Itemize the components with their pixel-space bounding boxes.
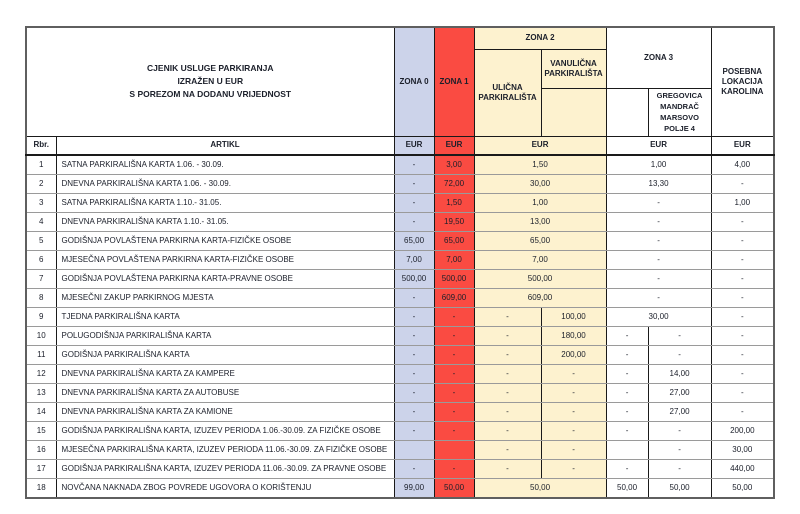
- cell-zona1: 50,00: [434, 479, 474, 499]
- cell-zona2-ulicna: -: [474, 308, 541, 327]
- header-eur-posebna: EUR: [711, 136, 774, 155]
- table-row: [26, 422, 774, 441]
- cell-zona0: -: [394, 403, 434, 422]
- header-vanulicna-parkiralista: VANULIČNA PARKIRALIŠTA: [541, 49, 606, 88]
- parking-price-table: [25, 26, 775, 499]
- cell-rbr: 13: [26, 384, 56, 403]
- cell-zona3-left: [606, 441, 648, 460]
- cell-zona2-vanulicna: -: [541, 403, 606, 422]
- cell-zona1: -: [434, 346, 474, 365]
- cell-posebna-lokacija: 4,00: [711, 155, 774, 175]
- cell-posebna-lokacija: 440,00: [711, 460, 774, 479]
- cell-zona1: 65,00: [434, 232, 474, 251]
- cell-posebna-lokacija: -: [711, 384, 774, 403]
- table-title: [26, 27, 394, 136]
- cell-zona0: -: [394, 155, 434, 175]
- cell-zona3-left: -: [606, 346, 648, 365]
- cell-zona0: -: [394, 175, 434, 194]
- cell-zona1: -: [434, 308, 474, 327]
- cell-posebna-lokacija: -: [711, 270, 774, 289]
- cell-artikl: GODIŠNJA POVLAŠTENA PARKIRNA KARTA-PRAVNE OSOBE: [56, 270, 394, 289]
- cell-zona1: 609,00: [434, 289, 474, 308]
- cell-zona2-vanulicna: 180,00: [541, 327, 606, 346]
- cell-rbr: 18: [26, 479, 56, 499]
- cell-posebna-lokacija: -: [711, 232, 774, 251]
- cell-zona3-merged: -: [606, 289, 711, 308]
- cell-zona2-ulicna: -: [474, 327, 541, 346]
- cell-posebna-lokacija: 200,00: [711, 422, 774, 441]
- header-zona2: ZONA 2: [474, 27, 606, 49]
- cell-zona2-merged: 7,00: [474, 251, 606, 270]
- cell-artikl: MJESEČNI ZAKUP PARKIRNOG MJESTA: [56, 289, 394, 308]
- cell-zona3-merged: 30,00: [606, 308, 711, 327]
- table-row: [26, 441, 774, 460]
- cell-artikl: GODIŠNJA PARKIRALIŠNA KARTA: [56, 346, 394, 365]
- cell-zona1: -: [434, 422, 474, 441]
- header-posebna-lokacija: POSEBNA LOKACIJA KAROLINA: [711, 27, 774, 136]
- cell-zona2-vanulicna: 200,00: [541, 346, 606, 365]
- cell-posebna-lokacija: 1,00: [711, 194, 774, 213]
- cell-rbr: 8: [26, 289, 56, 308]
- cell-zona0: 500,00: [394, 270, 434, 289]
- cell-zona2-merged: 30,00: [474, 175, 606, 194]
- header-eur-zona2: EUR: [474, 136, 606, 155]
- cell-zona0: 99,00: [394, 479, 434, 499]
- cell-artikl: MJESEČNA POVLAŠTENA PARKIRNA KARTA-FIZIČKE OSOBE: [56, 251, 394, 270]
- cell-zona2-ulicna: -: [474, 365, 541, 384]
- table-row: [26, 251, 774, 270]
- cell-zona1: -: [434, 403, 474, 422]
- cell-zona3-left: -: [606, 403, 648, 422]
- cell-posebna-lokacija: -: [711, 175, 774, 194]
- cell-zona2-ulicna: -: [474, 403, 541, 422]
- cell-posebna-lokacija: -: [711, 346, 774, 365]
- cell-artikl: NOVČANA NAKNADA ZBOG POVREDE UGOVORA O KORIŠTENJU: [56, 479, 394, 499]
- header-eur-zona1: EUR: [434, 136, 474, 155]
- cell-zona1: -: [434, 327, 474, 346]
- cell-posebna-lokacija: 30,00: [711, 441, 774, 460]
- cell-zona0: -: [394, 327, 434, 346]
- cell-posebna-lokacija: 50,00: [711, 479, 774, 499]
- cell-zona0: -: [394, 308, 434, 327]
- cell-rbr: 5: [26, 232, 56, 251]
- cell-zona3-gregovica: -: [648, 346, 711, 365]
- header-zona0: ZONA 0: [394, 27, 434, 136]
- cell-zona2-ulicna: -: [474, 441, 541, 460]
- cell-rbr: 1: [26, 155, 56, 175]
- cell-zona1: 72,00: [434, 175, 474, 194]
- cell-artikl: DNEVNA PARKIRALIŠNA KARTA ZA AUTOBUSE: [56, 384, 394, 403]
- cell-zona0: -: [394, 422, 434, 441]
- cell-zona2-ulicna: -: [474, 460, 541, 479]
- cell-zona0: 65,00: [394, 232, 434, 251]
- cell-artikl: SATNA PARKIRALIŠNA KARTA 1.06. - 30.09.: [56, 155, 394, 175]
- table-row: [26, 270, 774, 289]
- cell-zona3-merged: -: [606, 232, 711, 251]
- cell-zona3-gregovica: -: [648, 441, 711, 460]
- header-gregovica-mandrac: GREGOVICA MANDRAČ MARSOVO POLJE 4: [648, 88, 711, 136]
- cell-rbr: 3: [26, 194, 56, 213]
- cell-posebna-lokacija: -: [711, 327, 774, 346]
- cell-rbr: 10: [26, 327, 56, 346]
- cell-zona3-merged: -: [606, 213, 711, 232]
- cell-artikl: MJESEČNA PARKIRALIŠNA KARTA, IZUZEV PERIODA 11.06.-30.09. ZA FIZIČKE OSOBE: [56, 441, 394, 460]
- header-artikl: ARTIKL: [56, 136, 394, 155]
- cell-zona2-vanulicna: -: [541, 441, 606, 460]
- cell-zona1: -: [434, 384, 474, 403]
- cell-zona0: -: [394, 384, 434, 403]
- cell-rbr: 2: [26, 175, 56, 194]
- table-row: [26, 175, 774, 194]
- cell-zona3-merged: 1,00: [606, 155, 711, 175]
- cell-zona3-gregovica: 27,00: [648, 384, 711, 403]
- table-body: [26, 155, 774, 498]
- table-header: [26, 27, 774, 155]
- header-zona3-empty-cell: [606, 88, 648, 136]
- cell-artikl: DNEVNA PARKIRALIŠNA KARTA 1.10.- 31.05.: [56, 213, 394, 232]
- cell-zona0: [394, 441, 434, 460]
- cell-posebna-lokacija: -: [711, 365, 774, 384]
- table-row: [26, 346, 774, 365]
- cell-zona1: 7,00: [434, 251, 474, 270]
- cell-zona2-merged: 500,00: [474, 270, 606, 289]
- cell-artikl: POLUGODIŠNJA PARKIRALIŠNA KARTA: [56, 327, 394, 346]
- cell-zona3-left: -: [606, 422, 648, 441]
- cell-zona1: -: [434, 460, 474, 479]
- cell-zona2-ulicna: -: [474, 384, 541, 403]
- header-zona2-empty-cell: [541, 88, 606, 136]
- cell-artikl: GODIŠNJA PARKIRALIŠNA KARTA, IZUZEV PERIODA 1.06.-30.09. ZA FIZIČKE OSOBE: [56, 422, 394, 441]
- cell-artikl: DNEVNA PARKIRALIŠNA KARTA 1.06. - 30.09.: [56, 175, 394, 194]
- table-row: [26, 384, 774, 403]
- cell-zona2-merged: 1,50: [474, 155, 606, 175]
- table-row: [26, 213, 774, 232]
- table-row: [26, 308, 774, 327]
- cell-posebna-lokacija: -: [711, 308, 774, 327]
- cell-rbr: 12: [26, 365, 56, 384]
- cell-zona0: -: [394, 213, 434, 232]
- cell-rbr: 15: [26, 422, 56, 441]
- cell-posebna-lokacija: -: [711, 251, 774, 270]
- cell-zona2-ulicna: -: [474, 422, 541, 441]
- cell-zona0: -: [394, 289, 434, 308]
- cell-zona1: 1,50: [434, 194, 474, 213]
- cell-rbr: 11: [26, 346, 56, 365]
- cell-zona3-gregovica: 50,00: [648, 479, 711, 499]
- cell-zona2-merged: 13,00: [474, 213, 606, 232]
- cell-zona1: 3,00: [434, 155, 474, 175]
- cell-rbr: 4: [26, 213, 56, 232]
- table-row: [26, 155, 774, 175]
- cell-zona2-vanulicna: -: [541, 365, 606, 384]
- title-line2: IZRAŽEN U EUR: [177, 76, 244, 87]
- cell-zona3-left: -: [606, 460, 648, 479]
- cell-zona3-left: 50,00: [606, 479, 648, 499]
- cell-artikl: DNEVNA PARKIRALIŠNA KARTA ZA KAMIONE: [56, 403, 394, 422]
- cell-zona2-vanulicna: -: [541, 384, 606, 403]
- cell-zona3-merged: -: [606, 194, 711, 213]
- header-zona3: ZONA 3: [606, 27, 711, 88]
- header-rbr: Rbr.: [26, 136, 56, 155]
- cell-artikl: TJEDNA PARKIRALIŠNA KARTA: [56, 308, 394, 327]
- cell-zona2-vanulicna: 100,00: [541, 308, 606, 327]
- cell-zona0: -: [394, 460, 434, 479]
- cell-zona0: -: [394, 365, 434, 384]
- cell-artikl: SATNA PARKIRALIŠNA KARTA 1.10.- 31.05.: [56, 194, 394, 213]
- cell-rbr: 14: [26, 403, 56, 422]
- cell-zona3-gregovica: -: [648, 327, 711, 346]
- title-line1: CJENIK USLUGE PARKIRANJA: [147, 63, 274, 74]
- cell-zona2-merged: 50,00: [474, 479, 606, 499]
- cell-zona3-merged: 13,30: [606, 175, 711, 194]
- cell-zona1: 19,50: [434, 213, 474, 232]
- title-line3: S POREZOM NA DODANU VRIJEDNOST: [129, 89, 292, 100]
- table-row: [26, 479, 774, 499]
- cell-zona3-gregovica: 14,00: [648, 365, 711, 384]
- header-zona1: ZONA 1: [434, 27, 474, 136]
- cell-zona3-merged: -: [606, 251, 711, 270]
- cell-zona3-gregovica: -: [648, 460, 711, 479]
- cell-zona2-ulicna: -: [474, 346, 541, 365]
- cell-zona3-left: -: [606, 384, 648, 403]
- cell-artikl: GODIŠNJA POVLAŠTENA PARKIRNA KARTA-FIZIČKE OSOBE: [56, 232, 394, 251]
- cell-zona3-left: -: [606, 327, 648, 346]
- header-eur-zona3: EUR: [606, 136, 711, 155]
- cell-zona1: 500,00: [434, 270, 474, 289]
- cell-zona2-vanulicna: -: [541, 422, 606, 441]
- table-row: [26, 365, 774, 384]
- cell-rbr: 6: [26, 251, 56, 270]
- cell-zona1: [434, 441, 474, 460]
- cell-posebna-lokacija: -: [711, 213, 774, 232]
- table-row: [26, 289, 774, 308]
- cell-zona0: -: [394, 194, 434, 213]
- cell-zona3-gregovica: -: [648, 422, 711, 441]
- cell-artikl: GODIŠNJA PARKIRALIŠNA KARTA, IZUZEV PERIODA 11.06.-30.09. ZA PRAVNE OSOBE: [56, 460, 394, 479]
- cell-zona3-left: -: [606, 365, 648, 384]
- table-row: [26, 327, 774, 346]
- cell-zona2-merged: 65,00: [474, 232, 606, 251]
- header-eur-zona0: EUR: [394, 136, 434, 155]
- cell-rbr: 16: [26, 441, 56, 460]
- cell-zona2-merged: 609,00: [474, 289, 606, 308]
- cell-zona0: -: [394, 346, 434, 365]
- header-ulicna-parkiralista: ULIČNA PARKIRALIŠTA: [474, 49, 541, 136]
- cell-posebna-lokacija: -: [711, 289, 774, 308]
- cell-zona2-vanulicna: -: [541, 460, 606, 479]
- cell-zona2-merged: 1,00: [474, 194, 606, 213]
- cell-rbr: 9: [26, 308, 56, 327]
- table-row: [26, 194, 774, 213]
- cell-zona1: -: [434, 365, 474, 384]
- cell-artikl: DNEVNA PARKIRALIŠNA KARTA ZA KAMPERE: [56, 365, 394, 384]
- cell-posebna-lokacija: -: [711, 403, 774, 422]
- cell-rbr: 17: [26, 460, 56, 479]
- table-row: [26, 460, 774, 479]
- cell-zona3-gregovica: 27,00: [648, 403, 711, 422]
- cell-zona3-merged: -: [606, 270, 711, 289]
- table-row: [26, 403, 774, 422]
- cell-rbr: 7: [26, 270, 56, 289]
- table-row: [26, 232, 774, 251]
- cell-zona0: 7,00: [394, 251, 434, 270]
